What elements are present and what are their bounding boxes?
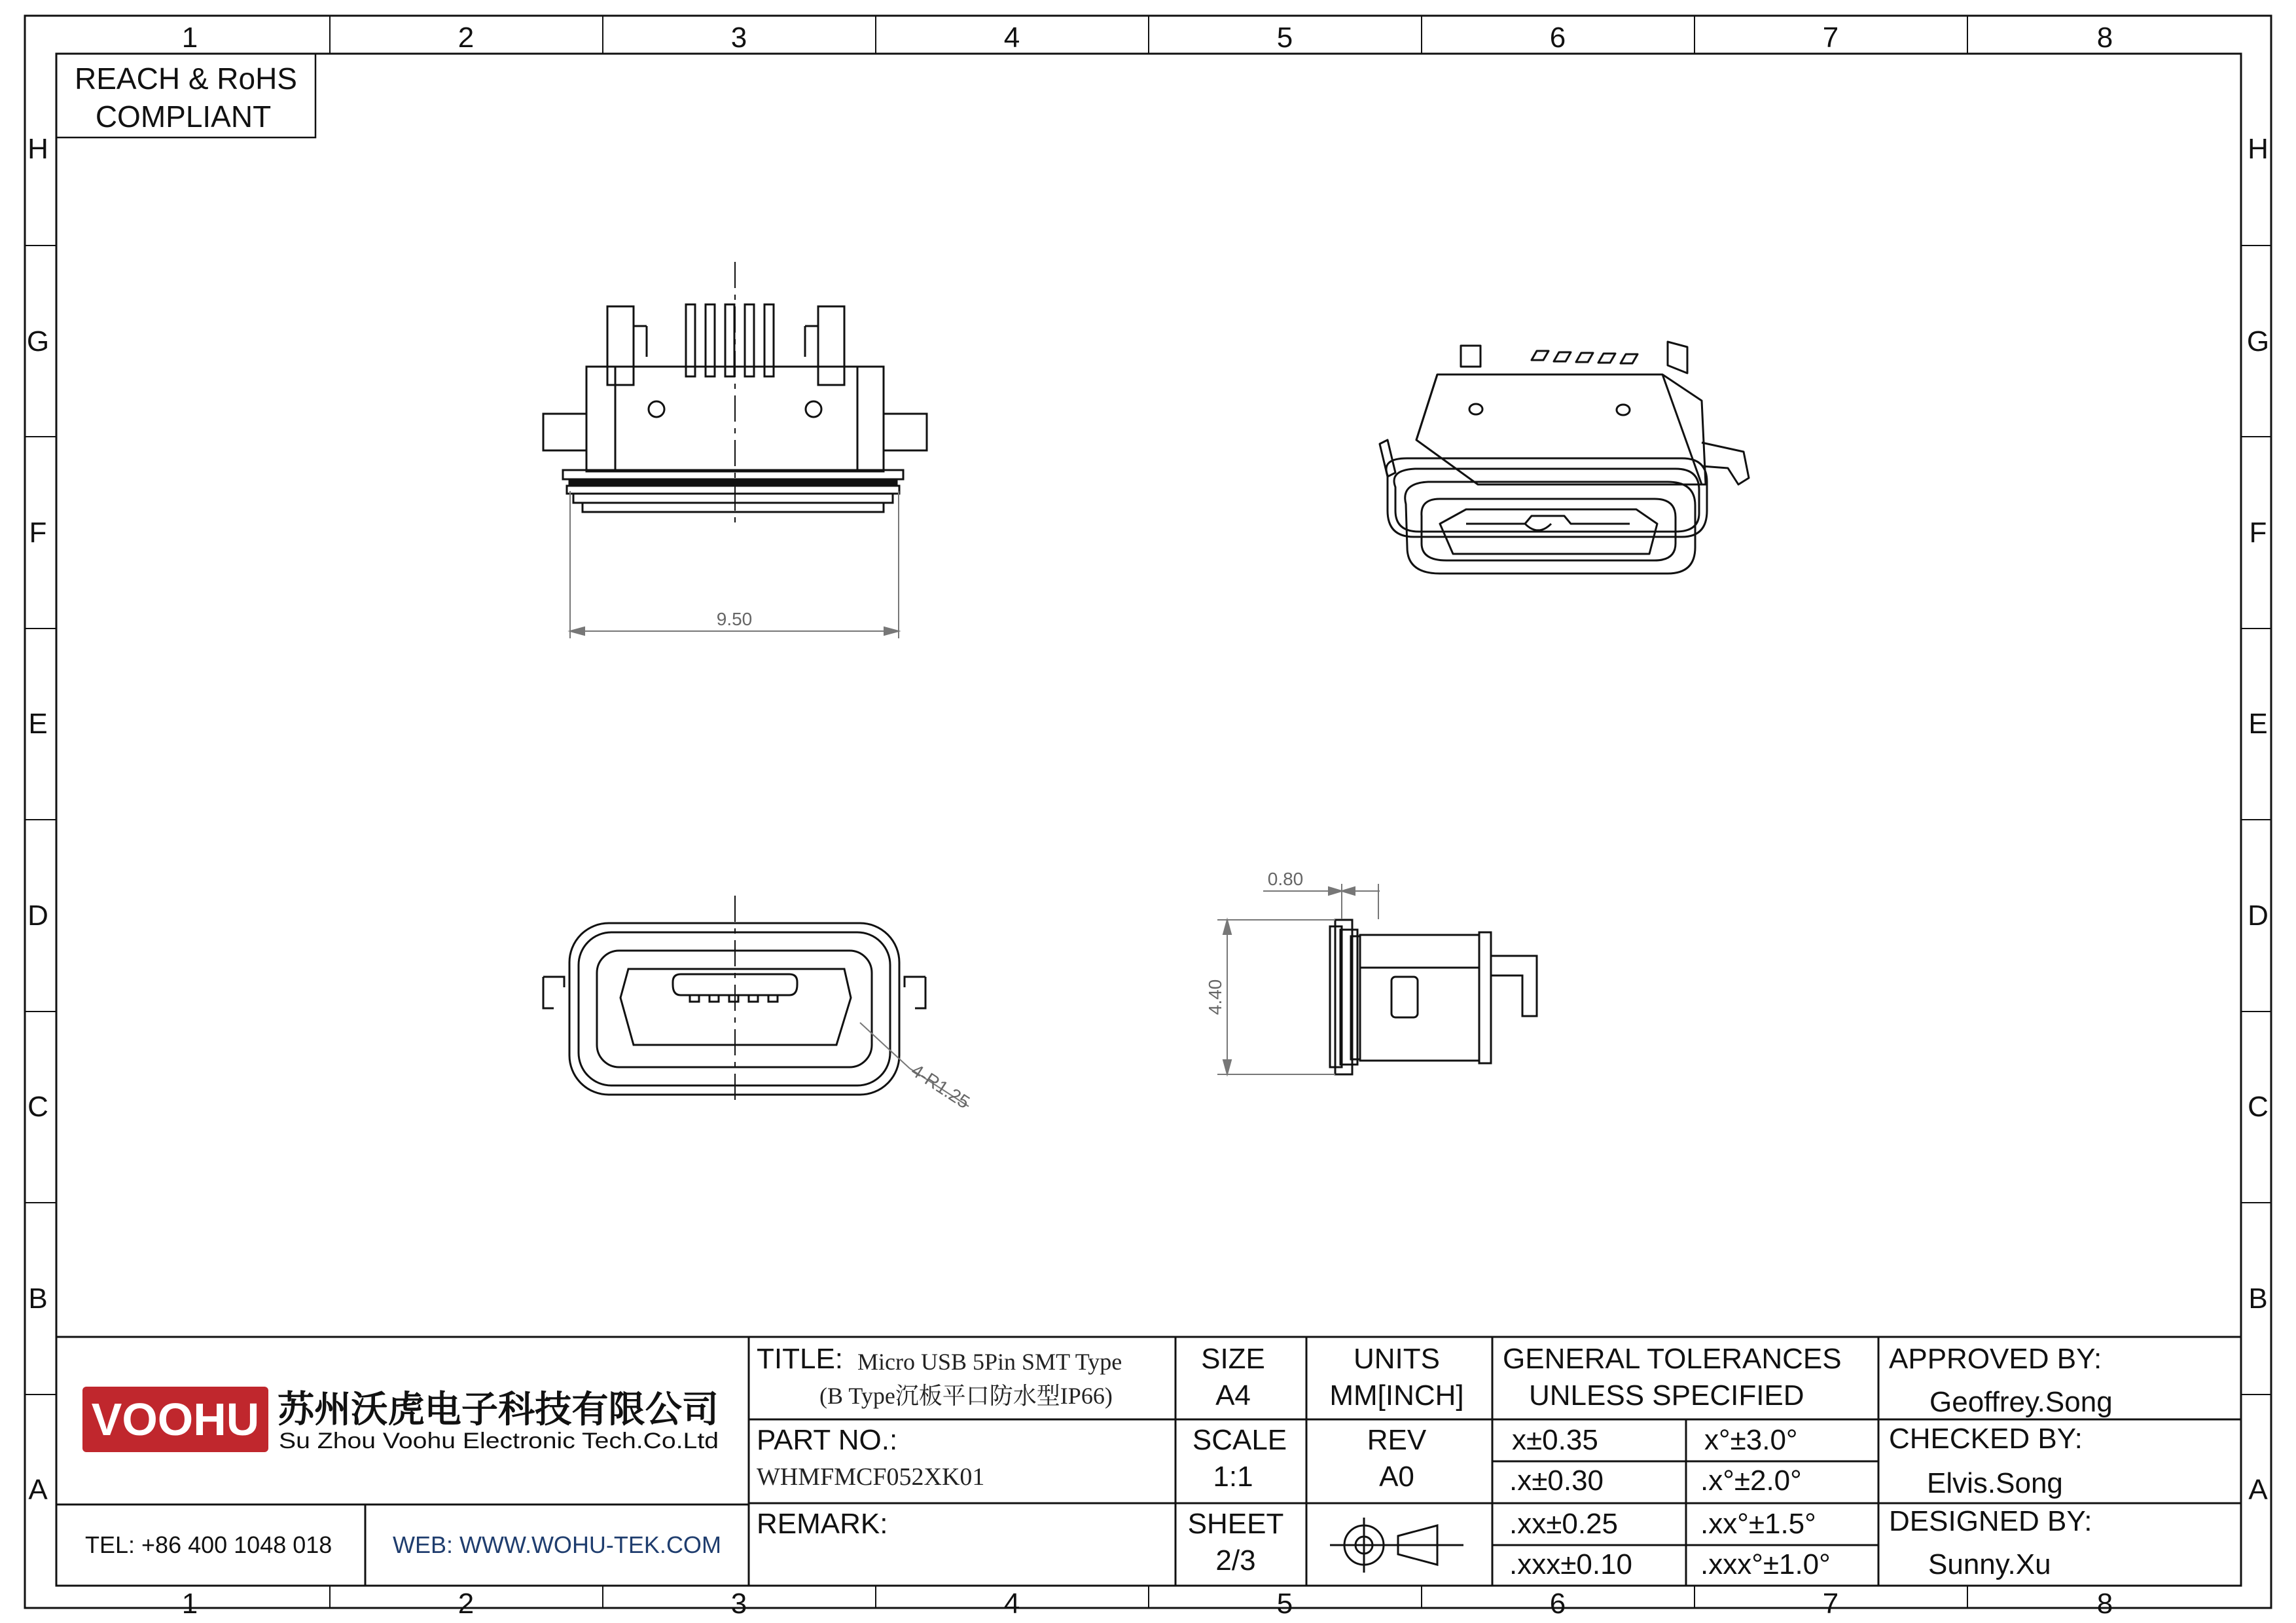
col-label-bottom: 2 [457,1588,475,1620]
col-label-top: 2 [457,22,475,54]
row-ticks [25,246,2271,1395]
sheet-value: 2/3 [1215,1544,1256,1577]
col-label-top: 6 [1549,22,1566,54]
tol-angular: x°±3.0° [1704,1424,1798,1456]
col-label-bottom: 4 [1003,1588,1020,1620]
title-label: TITLE: [757,1343,844,1375]
tolerance-header1: GENERAL TOLERANCES [1503,1343,1842,1375]
row-label-left: D [27,900,48,932]
height-dim-label: 4.40 [1205,979,1225,1015]
col-label-bottom: 1 [181,1588,198,1620]
row-label-left: A [28,1474,48,1506]
tol-angular: .x°±2.0° [1700,1465,1802,1497]
approved-by: Geoffrey.Song [1929,1386,2113,1418]
col-label-top: 3 [730,22,747,54]
col-label-bottom: 3 [730,1588,747,1620]
tol-angular: .xxx°±1.0° [1700,1548,1831,1580]
title-line1: Micro USB 5Pin SMT Type [857,1349,1122,1375]
row-label-left: E [28,708,48,740]
designed-label: DESIGNED BY: [1889,1505,2092,1537]
designed-by: Sunny.Xu [1928,1548,2051,1580]
col-label-bottom: 5 [1276,1588,1293,1620]
size-label: SIZE [1201,1343,1265,1375]
company-tel: TEL: +86 400 1048 018 [85,1531,332,1558]
company-name-cn: 苏州沃虎电子科技有限公司 [278,1389,719,1430]
title-line2: (B Type沉板平口防水型IP66) [819,1383,1113,1409]
side-view [1330,920,1537,1074]
compliance-line2: COMPLIANT [95,100,272,134]
remark-label: REMARK: [757,1508,888,1540]
row-label-right: F [2249,517,2267,549]
compliance-line1: REACH & RoHS [75,62,297,96]
row-label-left: G [26,325,50,357]
tol-linear: .xx±0.25 [1509,1508,1619,1540]
size-value: A4 [1215,1379,1251,1412]
tolerance-header2: UNLESS SPECIFIED [1529,1379,1804,1412]
checked-by: Elvis.Song [1927,1467,2063,1499]
scale-label: SCALE [1192,1424,1287,1456]
third-angle-projection-icon [1330,1518,1463,1573]
col-label-top: 5 [1276,22,1293,54]
tol-linear: x±0.35 [1512,1424,1598,1456]
sheet-label: SHEET [1187,1508,1284,1540]
voohu-logo-text: VOOHU [91,1394,260,1445]
row-label-right: H [2248,133,2269,165]
units-value: MM[INCH] [1329,1379,1464,1412]
radius-dim-label: 4-R1.25 [907,1060,974,1113]
company-name-en: Su Zhou Voohu Electronic Tech.Co.Ltd [279,1429,719,1453]
col-label-bottom: 8 [2096,1588,2113,1620]
col-label-top: 1 [181,22,198,54]
row-label-right: G [2246,325,2270,357]
company-web: WEB: WWW.WOHU-TEK.COM [393,1531,721,1558]
row-label-right: A [2248,1474,2268,1506]
row-label-right: C [2248,1091,2269,1123]
row-label-right: E [2248,708,2268,740]
row-label-right: B [2248,1283,2268,1315]
col-label-bottom: 7 [1822,1588,1839,1620]
tol-linear: .x±0.30 [1509,1465,1604,1497]
row-label-left: H [27,133,48,165]
units-label: UNITS [1354,1343,1440,1375]
row-label-left: F [29,517,47,549]
part-no-label: PART NO.: [757,1424,898,1456]
approved-label: APPROVED BY: [1889,1343,2102,1375]
col-label-top: 8 [2096,22,2113,54]
isometric-view [1380,342,1749,574]
checked-label: CHECKED BY: [1889,1423,2083,1455]
row-label-right: D [2248,900,2269,932]
scale-value: 1:1 [1213,1461,1253,1493]
tol-linear: .xxx±0.10 [1509,1548,1633,1580]
rev-value: A0 [1379,1461,1414,1493]
col-label-top: 7 [1822,22,1839,54]
part-no: WHMFMCF052XK01 [757,1463,985,1491]
row-label-left: B [28,1283,48,1315]
row-label-left: C [27,1091,48,1123]
col-label-top: 4 [1003,22,1020,54]
flange-dim-label: 0.80 [1267,869,1304,889]
col-label-bottom: 6 [1549,1588,1566,1620]
width-dim-label: 9.50 [716,609,753,629]
tol-angular: .xx°±1.5° [1700,1508,1816,1540]
rev-label: REV [1367,1424,1427,1456]
side-dimensions [1217,884,1380,1074]
